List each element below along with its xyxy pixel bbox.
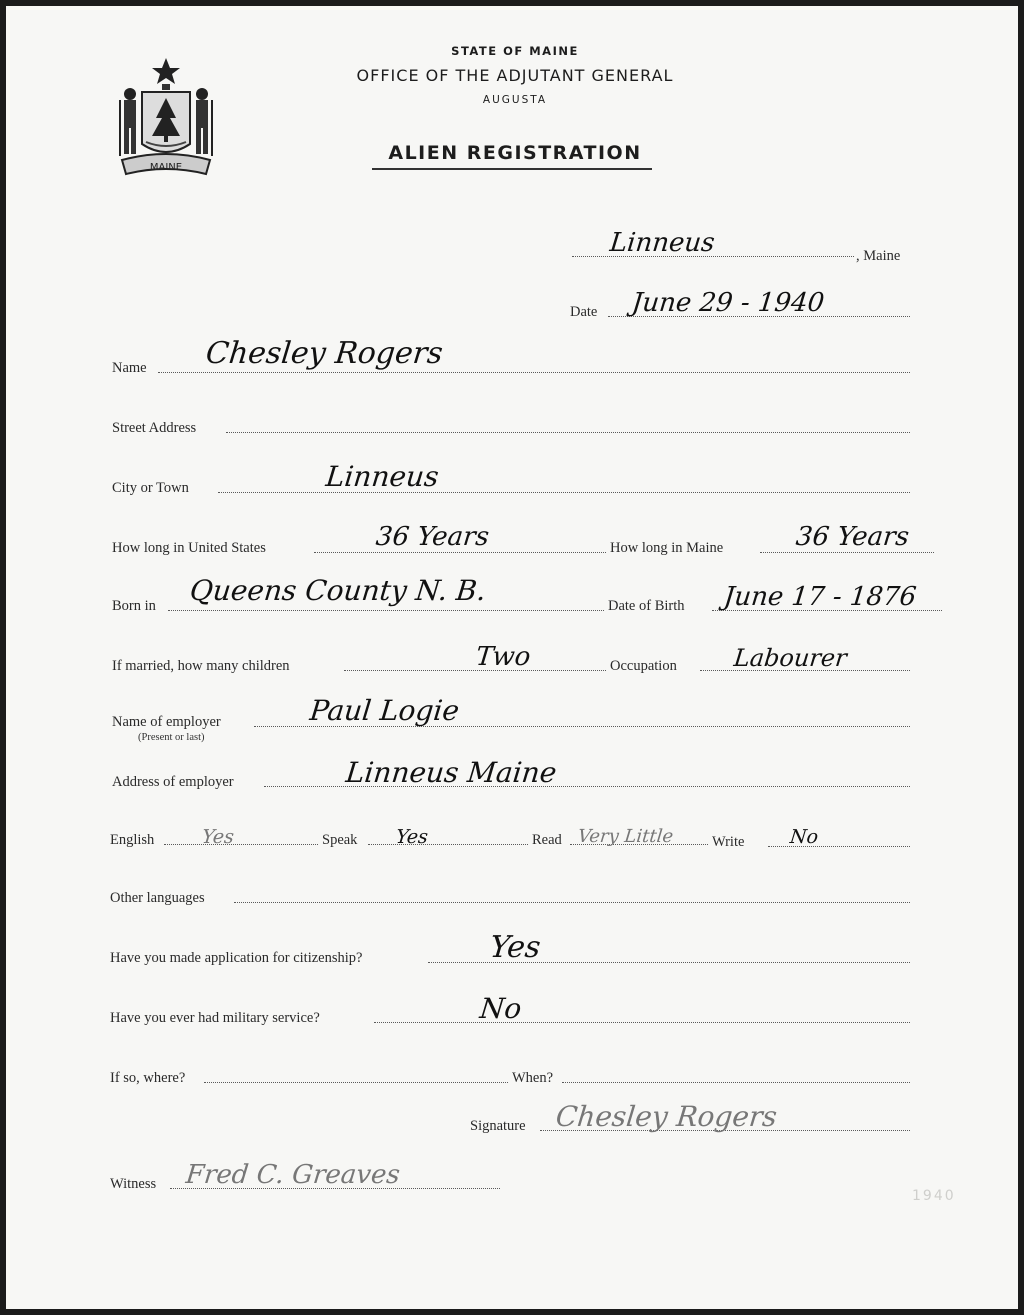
- town-value[interactable]: Linneus: [608, 228, 717, 258]
- signature-value[interactable]: Chesley Rogers: [554, 1100, 779, 1133]
- title-underline: [372, 168, 652, 170]
- when-label: When?: [512, 1070, 554, 1086]
- witness-label: Witness: [110, 1176, 157, 1192]
- us-years-line: [314, 552, 606, 553]
- occupation-label: Occupation: [610, 658, 677, 674]
- employer-label: Name of employer: [112, 714, 221, 730]
- read-value[interactable]: Very Little: [576, 826, 675, 847]
- street-address-label: Street Address: [112, 420, 197, 436]
- speak-value[interactable]: Yes: [394, 826, 430, 848]
- employer-address-value[interactable]: Linneus Maine: [344, 756, 559, 789]
- town-suffix-label: , Maine: [856, 248, 901, 264]
- english-value[interactable]: Yes: [200, 826, 236, 848]
- witness-value[interactable]: Fred C. Greaves: [184, 1160, 402, 1190]
- maine-years-line: [760, 552, 934, 553]
- speak-line: [368, 844, 528, 845]
- english-line: [164, 844, 318, 845]
- military-value[interactable]: No: [478, 992, 524, 1025]
- write-label: Write: [712, 834, 745, 850]
- city-line: [218, 492, 910, 493]
- maine-years-label: How long in Maine: [610, 540, 724, 556]
- born-value[interactable]: Queens County N. B.: [188, 574, 488, 607]
- citizenship-label: Have you made application for citizenship?: [110, 950, 363, 966]
- name-line: [158, 372, 910, 373]
- born-label: Born in: [112, 598, 156, 614]
- header-state: STATE OF MAINE: [451, 44, 579, 58]
- street-address-line: [226, 432, 910, 433]
- svg-text:MAINE: MAINE: [149, 162, 183, 173]
- dob-label: Date of Birth: [608, 598, 685, 614]
- english-label: English: [110, 832, 155, 848]
- children-label: If married, how many children: [112, 658, 290, 674]
- date-value[interactable]: June 29 - 1940: [630, 288, 826, 318]
- children-value[interactable]: Two: [474, 642, 532, 672]
- employer-address-label: Address of employer: [112, 774, 234, 790]
- us-years-value[interactable]: 36 Years: [374, 522, 491, 552]
- city-value[interactable]: Linneus: [324, 460, 441, 493]
- other-languages-label: Other languages: [110, 890, 205, 906]
- born-line: [168, 610, 604, 611]
- header-city: AUGUSTA: [482, 94, 548, 106]
- form-title: ALIEN REGISTRATION: [388, 142, 642, 164]
- maine-years-value[interactable]: 36 Years: [794, 522, 911, 552]
- date-label: Date: [570, 304, 598, 320]
- name-label: Name: [112, 360, 147, 376]
- citizenship-value[interactable]: Yes: [488, 930, 543, 965]
- where-line: [204, 1082, 508, 1083]
- occupation-value[interactable]: Labourer: [732, 644, 849, 672]
- other-languages-line: [234, 902, 910, 903]
- when-line: [562, 1082, 910, 1083]
- where-label: If so, where?: [110, 1070, 186, 1086]
- military-line: [374, 1022, 910, 1023]
- header-office: OFFICE OF THE ADJUTANT GENERAL: [356, 66, 674, 85]
- employer-value[interactable]: Paul Logie: [308, 694, 461, 727]
- speak-label: Speak: [322, 832, 358, 848]
- city-label: City or Town: [112, 480, 189, 496]
- write-value[interactable]: No: [788, 826, 820, 848]
- signature-label: Signature: [470, 1118, 526, 1134]
- employer-sublabel: (Present or last): [138, 732, 205, 743]
- read-label: Read: [532, 832, 562, 848]
- us-years-label: How long in United States: [112, 540, 266, 556]
- received-stamp: 1940: [912, 1188, 956, 1204]
- dob-value[interactable]: June 17 - 1876: [722, 582, 918, 612]
- military-label: Have you ever had military service?: [110, 1010, 320, 1026]
- maine-state-seal-icon: [112, 56, 220, 186]
- name-value[interactable]: Chesley Rogers: [204, 336, 445, 371]
